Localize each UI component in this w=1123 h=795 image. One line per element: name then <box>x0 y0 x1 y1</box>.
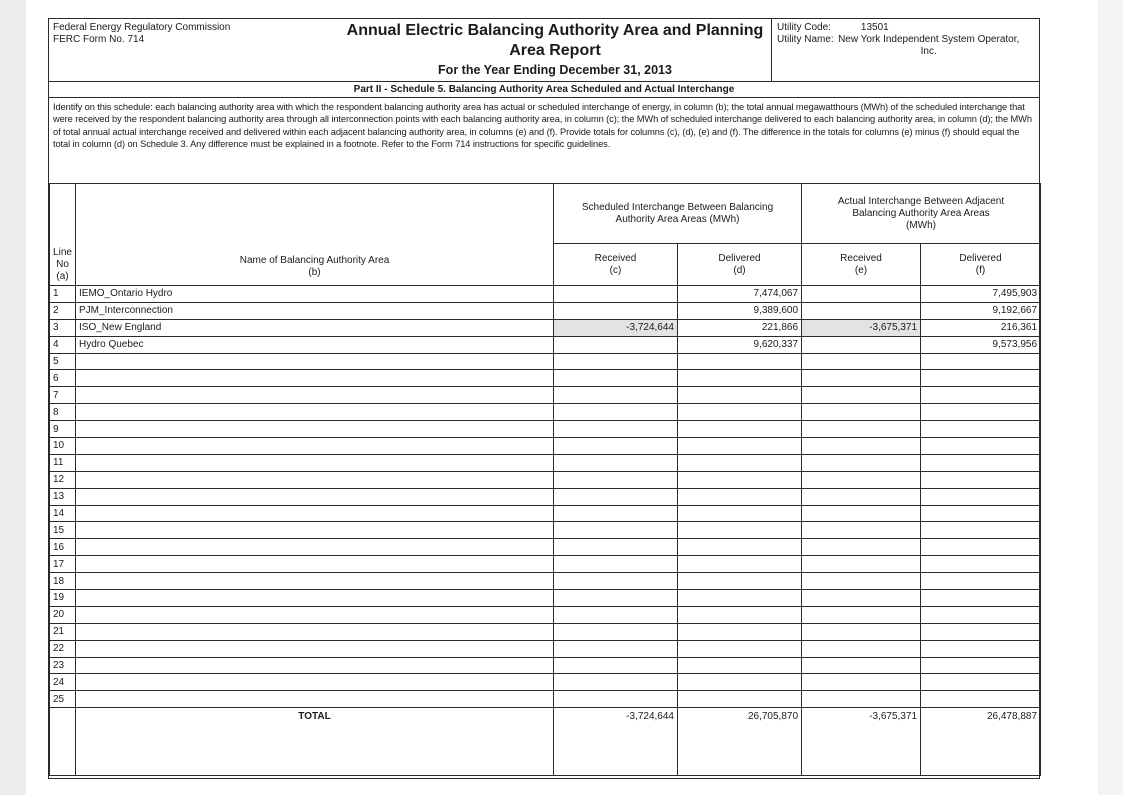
row-actual-received <box>802 590 921 607</box>
col-header-c <box>554 244 678 286</box>
row-line-number: 10 <box>50 438 76 455</box>
table-row <box>50 387 1041 404</box>
row-scheduled-received <box>554 556 678 573</box>
col-header-e-code: (e) <box>854 264 868 276</box>
row-scheduled-delivered <box>678 471 802 488</box>
row-actual-received <box>802 438 921 455</box>
table-row <box>50 286 1041 303</box>
row-actual-received <box>802 539 921 556</box>
table-row <box>50 691 1041 708</box>
table-body <box>50 286 1041 708</box>
row-actual-received <box>802 370 921 387</box>
row-area-name <box>76 505 554 522</box>
col-header-name <box>76 184 554 286</box>
row-scheduled-delivered <box>678 454 802 471</box>
row-area-name <box>76 471 554 488</box>
row-scheduled-received <box>554 539 678 556</box>
row-scheduled-received <box>554 657 678 674</box>
row-scheduled-received <box>554 353 678 370</box>
col-header-d <box>678 244 802 286</box>
table-row <box>50 471 1041 488</box>
row-actual-received <box>802 691 921 708</box>
row-area-name <box>76 640 554 657</box>
row-scheduled-delivered <box>678 606 802 623</box>
table-row <box>50 302 1041 319</box>
row-line-number: 4 <box>50 336 76 353</box>
row-actual-received <box>802 623 921 640</box>
row-actual-received <box>802 674 921 691</box>
col-header-f-label: Delivered <box>959 252 1002 264</box>
row-scheduled-received <box>554 302 678 319</box>
row-scheduled-delivered: 9,620,337 <box>678 336 802 353</box>
row-scheduled-received <box>554 505 678 522</box>
table-row <box>50 438 1041 455</box>
total-c: -3,724,644 <box>554 708 678 776</box>
table-row <box>50 573 1041 590</box>
row-actual-delivered: 9,573,956 <box>921 336 1041 353</box>
table-row <box>50 522 1041 539</box>
row-actual-received <box>802 302 921 319</box>
report-title-line2: Area Report <box>509 42 601 59</box>
row-line-number: 7 <box>50 387 76 404</box>
row-area-name <box>76 387 554 404</box>
row-actual-delivered: 7,495,903 <box>921 286 1041 303</box>
row-line-number: 8 <box>50 404 76 421</box>
row-scheduled-received <box>554 488 678 505</box>
row-scheduled-delivered <box>678 691 802 708</box>
row-actual-received <box>802 336 921 353</box>
col-header-c-label: Received <box>594 252 637 264</box>
col-header-c-code: (c) <box>609 264 622 276</box>
row-line-number: 2 <box>50 302 76 319</box>
row-area-name <box>76 556 554 573</box>
row-scheduled-delivered <box>678 573 802 590</box>
row-area-name: PJM_Interconnection <box>76 302 554 319</box>
row-actual-delivered <box>921 606 1041 623</box>
row-actual-delivered <box>921 370 1041 387</box>
table-row <box>50 353 1041 370</box>
table-row <box>50 674 1041 691</box>
table-row <box>50 454 1041 471</box>
row-actual-delivered <box>921 488 1041 505</box>
row-scheduled-received <box>554 454 678 471</box>
row-actual-received <box>802 522 921 539</box>
row-area-name <box>76 657 554 674</box>
row-scheduled-delivered <box>678 370 802 387</box>
table-row <box>50 370 1041 387</box>
col-header-f <box>921 244 1041 286</box>
row-actual-delivered <box>921 691 1041 708</box>
row-area-name <box>76 623 554 640</box>
row-actual-delivered <box>921 438 1041 455</box>
agency-name: Federal Energy Regulatory Commission <box>53 22 231 33</box>
row-line-number: 15 <box>50 522 76 539</box>
row-scheduled-delivered: 221,866 <box>678 319 802 336</box>
row-actual-received <box>802 640 921 657</box>
row-scheduled-received <box>554 404 678 421</box>
row-actual-received <box>802 573 921 590</box>
row-area-name <box>76 573 554 590</box>
row-area-name <box>76 454 554 471</box>
row-area-name <box>76 522 554 539</box>
row-actual-delivered <box>921 387 1041 404</box>
utility-name-value: New York Independent System Operator, Inc. <box>838 34 1020 57</box>
total-label: TOTAL <box>76 708 554 776</box>
part-title-rule <box>49 97 1039 98</box>
row-actual-delivered <box>921 539 1041 556</box>
table-row <box>50 505 1041 522</box>
col-header-f-code: (f) <box>975 264 986 276</box>
row-scheduled-delivered <box>678 539 802 556</box>
row-actual-received <box>802 387 921 404</box>
instructions: Identify on this schedule: each balancing authority area with which the respondent balancing authority area has actual or scheduled interchange of energy, in column (b); the total annual megawatthours (MWh) of the scheduled interchange that were received by the respondent balancing authority area through all interconnection points with each balancing authority area, in column (c); the MWh of scheduled interchange delivered to each balancing authority area, in column (d); the MWh of total annual actual interchange received and delivered within each adjacent balancing authority area, in columns (e) and (f). Provide totals for columns (c), (d), (e) and (f). The difference in the totals for columns (e) minus (f) should equal the total in column (d) on Schedule 3. Any difference must be explained in a footnote. Refer to the Form 714 instructions for specific guidelines. <box>53 102 1032 150</box>
row-scheduled-delivered <box>678 522 802 539</box>
row-line-number: 22 <box>50 640 76 657</box>
header-agency-block <box>53 22 230 46</box>
row-actual-delivered <box>921 640 1041 657</box>
row-actual-received <box>802 421 921 438</box>
row-actual-delivered <box>921 522 1041 539</box>
header-divider <box>771 19 772 81</box>
page-gutter <box>1098 0 1123 795</box>
row-scheduled-received <box>554 438 678 455</box>
row-actual-received <box>802 471 921 488</box>
row-actual-delivered <box>921 657 1041 674</box>
row-line-number: 5 <box>50 353 76 370</box>
row-actual-received: -3,675,371 <box>802 319 921 336</box>
row-area-name: Hydro Quebec <box>76 336 554 353</box>
utility-info-block <box>777 22 1039 58</box>
row-actual-delivered <box>921 590 1041 607</box>
col-header-d-code: (d) <box>733 264 746 276</box>
table-row <box>50 539 1041 556</box>
row-line-number: 3 <box>50 319 76 336</box>
col-header-name-label: Name of Balancing Authority Area <box>239 255 390 266</box>
utility-code-value: 13501 <box>860 22 889 33</box>
row-area-name <box>76 590 554 607</box>
row-actual-received <box>802 657 921 674</box>
col-header-line <box>50 184 76 286</box>
row-area-name <box>76 438 554 455</box>
row-line-number: 19 <box>50 590 76 607</box>
group-header-actual: Actual Interchange Between Adjacent Balancing Authority Area Areas (MWh) <box>802 184 1041 244</box>
col-header-d-label: Delivered <box>718 252 761 264</box>
col-header-line-code: (a) <box>56 271 69 282</box>
row-actual-delivered <box>921 556 1041 573</box>
row-area-name: IEMO_Ontario Hydro <box>76 286 554 303</box>
row-line-number: 24 <box>50 674 76 691</box>
row-scheduled-delivered <box>678 505 802 522</box>
row-actual-received <box>802 606 921 623</box>
form-number: FERC Form No. 714 <box>53 34 145 45</box>
table-row <box>50 556 1041 573</box>
row-scheduled-received <box>554 336 678 353</box>
table-row <box>50 336 1041 353</box>
row-scheduled-received <box>554 522 678 539</box>
col-header-line-label: Line No <box>53 247 72 270</box>
row-line-number: 18 <box>50 573 76 590</box>
row-area-name <box>76 539 554 556</box>
row-line-number: 12 <box>50 471 76 488</box>
row-scheduled-received <box>554 370 678 387</box>
row-actual-delivered: 216,361 <box>921 319 1041 336</box>
row-actual-received <box>802 286 921 303</box>
row-actual-received <box>802 353 921 370</box>
row-scheduled-received <box>554 674 678 691</box>
row-area-name <box>76 488 554 505</box>
table-row <box>50 319 1041 336</box>
row-scheduled-received <box>554 640 678 657</box>
col-header-e-label: Received <box>840 252 882 264</box>
row-actual-received <box>802 404 921 421</box>
row-scheduled-delivered <box>678 438 802 455</box>
table-row <box>50 590 1041 607</box>
row-scheduled-delivered <box>678 674 802 691</box>
row-area-name <box>76 421 554 438</box>
row-actual-received <box>802 454 921 471</box>
row-line-number: 20 <box>50 606 76 623</box>
table-row <box>50 623 1041 640</box>
total-line-cell <box>50 708 76 776</box>
table-row <box>50 606 1041 623</box>
table-row <box>50 404 1041 421</box>
row-scheduled-received: -3,724,644 <box>554 319 678 336</box>
row-actual-delivered <box>921 623 1041 640</box>
table-row <box>50 488 1041 505</box>
col-header-name-code: (b) <box>308 267 321 278</box>
row-scheduled-delivered <box>678 387 802 404</box>
row-actual-delivered <box>921 471 1041 488</box>
row-area-name: ISO_New England <box>76 319 554 336</box>
row-scheduled-delivered <box>678 353 802 370</box>
row-scheduled-delivered: 9,389,600 <box>678 302 802 319</box>
row-scheduled-delivered <box>678 556 802 573</box>
row-line-number: 14 <box>50 505 76 522</box>
row-scheduled-delivered <box>678 421 802 438</box>
row-scheduled-delivered <box>678 404 802 421</box>
utility-name-label: Utility Name: <box>777 34 834 45</box>
row-scheduled-received <box>554 590 678 607</box>
row-actual-delivered <box>921 353 1041 370</box>
table-row <box>50 640 1041 657</box>
total-d: 26,705,870 <box>678 708 802 776</box>
row-area-name <box>76 691 554 708</box>
report-title-block <box>304 21 806 78</box>
row-scheduled-delivered <box>678 657 802 674</box>
row-area-name <box>76 674 554 691</box>
row-scheduled-received <box>554 691 678 708</box>
utility-code-label: Utility Code: <box>777 22 831 33</box>
ferc-form <box>48 18 1040 779</box>
row-scheduled-received <box>554 421 678 438</box>
part-title: Part II - Schedule 5. Balancing Authority Area Scheduled and Actual Interchange <box>353 84 735 95</box>
report-title-line1: Annual Electric Balancing Authority Area and Planning <box>346 22 764 39</box>
row-scheduled-received <box>554 471 678 488</box>
row-line-number: 6 <box>50 370 76 387</box>
row-actual-delivered <box>921 404 1041 421</box>
row-actual-delivered <box>921 454 1041 471</box>
row-line-number: 23 <box>50 657 76 674</box>
total-e: -3,675,371 <box>802 708 921 776</box>
interchange-table <box>49 183 1041 776</box>
row-actual-delivered: 9,192,667 <box>921 302 1041 319</box>
row-line-number: 9 <box>50 421 76 438</box>
row-scheduled-delivered <box>678 640 802 657</box>
row-actual-received <box>802 488 921 505</box>
row-area-name <box>76 353 554 370</box>
row-area-name <box>76 606 554 623</box>
row-actual-delivered <box>921 505 1041 522</box>
row-line-number: 16 <box>50 539 76 556</box>
row-area-name <box>76 370 554 387</box>
table-row <box>50 421 1041 438</box>
row-line-number: 11 <box>50 454 76 471</box>
row-scheduled-delivered: 7,474,067 <box>678 286 802 303</box>
table-row <box>50 657 1041 674</box>
row-scheduled-received <box>554 606 678 623</box>
row-scheduled-delivered <box>678 590 802 607</box>
row-scheduled-delivered <box>678 488 802 505</box>
row-line-number: 17 <box>50 556 76 573</box>
report-year: For the Year Ending December 31, 2013 <box>438 63 672 77</box>
row-actual-delivered <box>921 421 1041 438</box>
row-scheduled-received <box>554 286 678 303</box>
row-line-number: 13 <box>50 488 76 505</box>
row-scheduled-received <box>554 623 678 640</box>
group-header-scheduled: Scheduled Interchange Between Balancing Authority Area Areas (MWh) <box>554 184 802 244</box>
total-f: 26,478,887 <box>921 708 1041 776</box>
total-row <box>50 708 1041 776</box>
row-actual-received <box>802 505 921 522</box>
row-scheduled-received <box>554 387 678 404</box>
row-line-number: 25 <box>50 691 76 708</box>
row-actual-received <box>802 556 921 573</box>
col-header-e <box>802 244 921 286</box>
row-line-number: 21 <box>50 623 76 640</box>
row-scheduled-delivered <box>678 623 802 640</box>
row-line-number: 1 <box>50 286 76 303</box>
row-area-name <box>76 404 554 421</box>
row-actual-delivered <box>921 674 1041 691</box>
row-actual-delivered <box>921 573 1041 590</box>
row-scheduled-received <box>554 573 678 590</box>
